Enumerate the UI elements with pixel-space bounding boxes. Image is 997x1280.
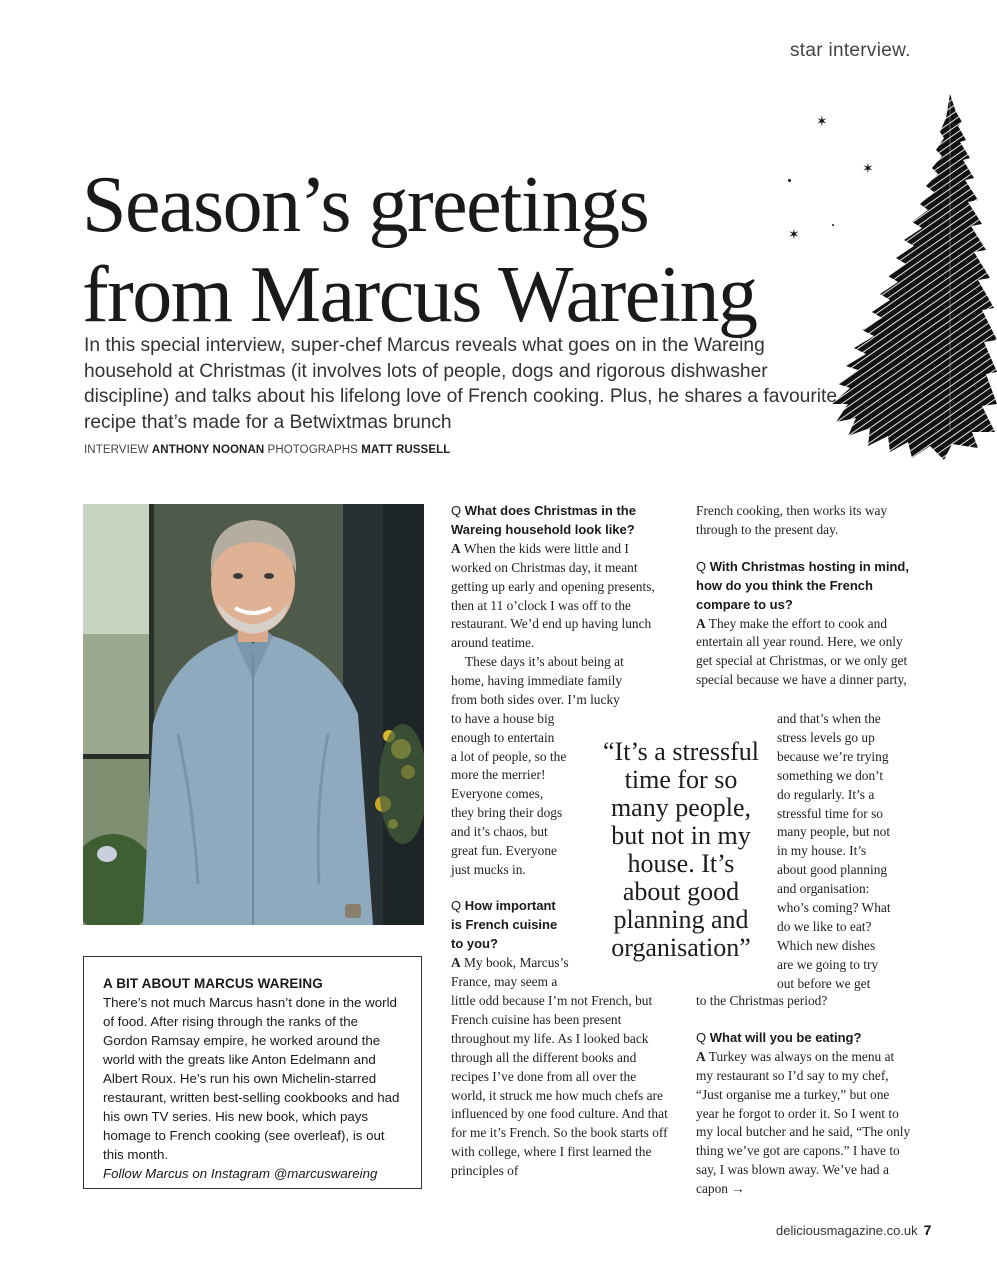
bio-title: A BIT ABOUT MARCUS WAREING (103, 976, 323, 991)
q-mark: Q (451, 503, 462, 518)
site-url: deliciousmagazine.co.uk (776, 1223, 918, 1238)
a3-line: are we going to try (777, 956, 879, 972)
col3-top-text: French cooking, then works its way through to the present day. (696, 503, 888, 537)
pull-quote: “It’s a stressful time for so many people, but not in my house. It’s about good planning and organisation” (603, 737, 759, 962)
a1-line: enough to entertain (451, 729, 555, 745)
dot-icon (788, 179, 791, 182)
christmas-tree-icon (832, 92, 997, 462)
headline-line-2: from Marcus Wareing (82, 251, 757, 339)
q2-line: How important (464, 898, 556, 913)
a3-line: who’s coming? What (777, 900, 891, 916)
a1-line: Everyone comes, (451, 786, 544, 802)
q4-text: What will you be eating? (709, 1029, 862, 1045)
qa-column-3b (696, 992, 914, 1199)
a1-line: great fun. Everyone (451, 843, 557, 859)
a2-line: France, may seem a (451, 973, 558, 989)
qa-column-3a (696, 502, 914, 690)
a-mark: A (451, 540, 461, 556)
interview-name: ANTHONY NOONAN (151, 444, 265, 456)
a3-line: out before we get (777, 975, 871, 991)
bio-text: There’s not much Marcus hasn’t done in the world of food. After rising through the ranks of the Gordon Ramsay empire, he worked around the world with the greats like Anton Edelmann and Albert Roux. He’s run his own Michelin-starred restaurant, written best-selling cookbooks and had his own TV series. His new book, which pays homage to French cooking (see overleaf), is out this month. (103, 995, 400, 1162)
question-4 (696, 1029, 914, 1048)
folio (776, 1222, 931, 1238)
question-1 (451, 502, 669, 540)
a3-line: and that’s when the (777, 711, 881, 726)
a3-line: do we like to eat? (777, 918, 872, 934)
a-mark: A (451, 954, 461, 970)
q1-text: What does Christmas in the Wareing household look like? (451, 503, 636, 537)
a1-line: just mucks in. (451, 861, 526, 877)
q-mark: Q (696, 1029, 707, 1045)
a1-line: a lot of people, so the (451, 748, 567, 764)
credits (84, 444, 450, 456)
headline (82, 160, 882, 340)
q2-line: is French cuisine (451, 916, 558, 932)
a3-end-text: to the Christmas period? (696, 993, 828, 1008)
bio-box (83, 956, 422, 1189)
star-icon: ✶ (816, 115, 828, 130)
marcus-wareing-photo (83, 504, 424, 925)
q-mark: Q (451, 898, 462, 913)
a1-line: home, having immediate family (451, 672, 623, 688)
section-label: star interview. (790, 40, 911, 61)
qa-column-2a (451, 502, 669, 653)
a1-p1-text: When the kids were little and I worked on Christmas day, it meant getting up early and opening presents, then at 11 o’clock I was off to the restaurant. We’d end up having lunch around teatime. (451, 540, 655, 651)
q2-line: to you? (451, 935, 498, 951)
a-mark: A (696, 1048, 706, 1064)
a1-line: from both sides over. I’m lucky (451, 691, 620, 707)
a3-line: Which new dishes (777, 937, 876, 953)
a3-line: many people, but not (777, 824, 891, 840)
continue-arrow-icon: → (731, 1181, 745, 1197)
a3-line: in my house. It’s (777, 843, 867, 859)
headline-line-1: Season’s greetings (82, 161, 649, 249)
star-icon: ✶ (862, 162, 874, 177)
a2-line (451, 954, 591, 973)
a4-text: Turkey was always on the menu at my restaurant so I’d say to my chef, “Just organise me a turkey,” but one year he forgot to order it. So I went to my local butcher and he said, “The only thing we’ve got are capons.” I have to say, I was blown away. We’ve had a capon (696, 1048, 911, 1197)
answer-3-wide (696, 615, 914, 691)
answer-4 (696, 1048, 914, 1199)
a3-line: stress levels go up (777, 729, 875, 745)
a3-line: and organisation: (777, 881, 870, 897)
photo-name: MATT RUSSELL (361, 444, 451, 456)
a1-line: and it’s chaos, but (451, 824, 548, 840)
a2-start: My book, Marcus’s (464, 954, 569, 970)
a1-line: to have a house big (451, 710, 555, 726)
a-mark: A (696, 615, 706, 631)
a3-line: because we’re trying (777, 748, 889, 764)
a3-line: stressful time for so (777, 805, 883, 821)
question-2-block (451, 897, 591, 992)
answer-2-rest (451, 992, 669, 1181)
answer-1-para-1 (451, 540, 669, 653)
a2-rest-text: little odd because I’m not French, but French cuisine has been present throughout my life. As I looked back through all the different books and recipes I’ve done from all over the world, it struck me how much chefs are influenced by one food culture. And that for me it’s French. So the book starts off with college, where I first learned the principles of (451, 993, 668, 1179)
question-3 (696, 558, 914, 615)
q-mark: Q (696, 558, 707, 574)
a3-line: about good planning (777, 862, 888, 878)
a3-line: something we don’t (777, 767, 884, 783)
a3-line: do regularly. It’s a (777, 786, 875, 802)
interview-label: INTERVIEW (84, 444, 149, 456)
page-number: 7 (923, 1222, 932, 1238)
a1-line: These days it’s about being at (465, 654, 624, 669)
photo-label: PHOTOGRAPHS (267, 444, 358, 456)
bio-instagram: Follow Marcus on Instagram @marcuswareing (103, 1166, 378, 1181)
standfirst: In this special interview, super-chef Marcus reveals what goes on in the Wareing household at Christmas (it involves lots of people, dogs and rigorous dishwasher discipline) and talks about his lifelong love of French cooking. Plus, he shares a favourite recipe that’s made for a Betwixtmas brunch (84, 335, 837, 433)
answer-3-narrow (777, 710, 917, 994)
star-icon: ✶ (788, 228, 800, 243)
a1-line: more the merrier! (451, 767, 546, 783)
a3-wide-text: They make the effort to cook and entertain all year round. Here, we only get special at Christmas, or we only get special because we have a dinner party, (696, 615, 908, 688)
a1-line: they bring their dogs (451, 805, 563, 821)
question-2 (451, 897, 591, 954)
q3-text: With Christmas hosting in mind, how do you think the French compare to us? (696, 558, 909, 612)
